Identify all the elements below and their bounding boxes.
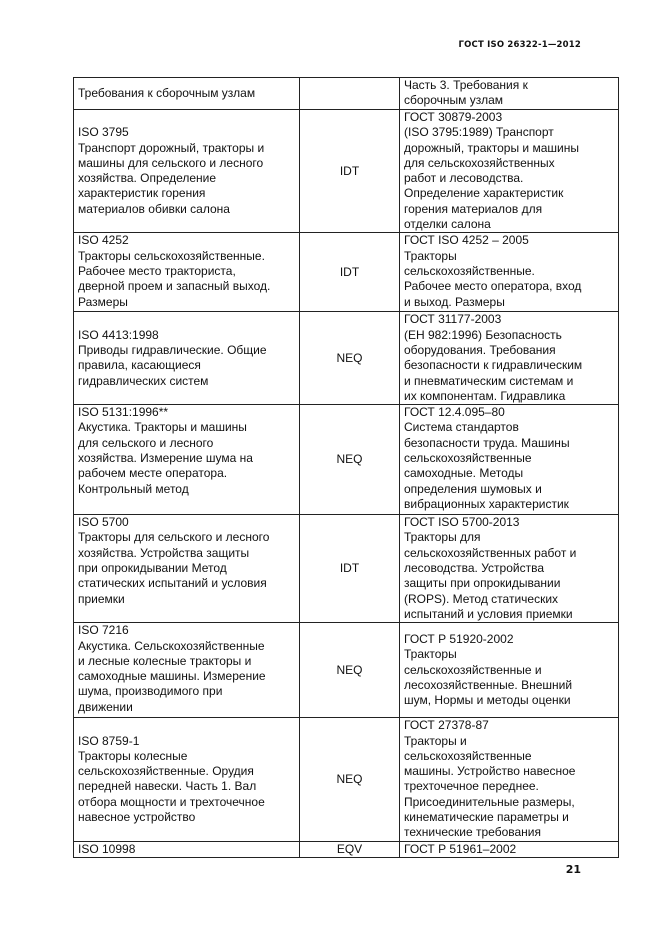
international-standard-cell: Требования к сборочным узлам: [74, 78, 300, 110]
table-row: [74, 312, 619, 405]
national-standard-cell: ГОСТ ISO 5700-2013 Тракторы для сельскохозяйственных работ и лесоводства. Устройства защиты при опрокидывании (ROPS). Метод статических испытаний и условия приемки: [400, 515, 619, 623]
national-standard-cell: Часть 3. Требования к сборочным узлам: [400, 78, 619, 110]
table-row: [74, 110, 619, 233]
international-standard-cell: ISO 5700 Тракторы для сельского и лесного хозяйства. Устройства защиты при опрокидывании Метод статических испытаний и условия приемки: [74, 515, 300, 623]
degree-cell: NEQ: [300, 405, 400, 515]
national-standard-cell: ГОСТ Р 51920-2002 Тракторы сельскохозяйственные и лесохозяйственные. Внешний шум, Нормы и методы оценки: [400, 623, 619, 718]
table-row: [74, 78, 619, 110]
national-standard-cell: ГОСТ 31177-2003 (ЕН 982:1996) Безопасность оборудования. Требования безопасности к гидравлическим и пневматическим системам и их компонентам. Гидравлика: [400, 312, 619, 405]
table-row: [74, 233, 619, 312]
international-standard-cell: ISO 4252 Тракторы сельскохозяйственные. Рабочее место тракториста, дверной проем и запасный выход. Размеры: [74, 233, 300, 312]
international-standard-cell: ISO 4413:1998 Приводы гидравлические. Общие правила, касающиеся гидравлических систем: [74, 312, 300, 405]
degree-cell: [300, 78, 400, 110]
degree-cell: EQV: [300, 841, 400, 857]
international-standard-cell: ISO 3795 Транспорт дорожный, тракторы и машины для сельского и лесного хозяйства. Определение характеристик горения материалов обивки салона: [74, 110, 300, 233]
degree-cell: NEQ: [300, 718, 400, 841]
table-row: [74, 405, 619, 515]
national-standard-cell: ГОСТ 12.4.095–80 Система стандартов безопасности труда. Машины сельскохозяйственные самоходные. Методы определения шумовых и вибрационных характеристик: [400, 405, 619, 515]
degree-cell: NEQ: [300, 312, 400, 405]
degree-cell: IDT: [300, 233, 400, 312]
table-row: [74, 841, 619, 857]
national-standard-cell: ГОСТ 27378-87 Тракторы и сельскохозяйственные машины. Устройство навесное трехточечное переднее. Присоединительные размеры, кинематические параметры и технические требования: [400, 718, 619, 841]
international-standard-cell: ISO 8759-1 Тракторы колесные сельскохозяйственные. Орудия передней навески. Часть 1. Вал отбора мощности и трехточечное навесное устройство: [74, 718, 300, 841]
degree-cell: IDT: [300, 110, 400, 233]
document-header: ГОСТ ISO 26322-1—2012: [458, 40, 581, 50]
table-row: [74, 623, 619, 718]
international-standard-cell: ISO 10998: [74, 841, 300, 857]
international-standard-cell: ISO 5131:1996** Акустика. Тракторы и машины для сельского и лесного хозяйства. Измерение шума на рабочем месте оператора. Контрольный метод: [74, 405, 300, 515]
national-standard-cell: ГОСТ Р 51961–2002: [400, 841, 619, 857]
degree-cell: IDT: [300, 515, 400, 623]
degree-cell: NEQ: [300, 623, 400, 718]
table-row: [74, 718, 619, 841]
international-standard-cell: ISO 7216 Акустика. Сельскохозяйственные и лесные колесные тракторы и самоходные машины. Измерение шума, производимого при движении: [74, 623, 300, 718]
table-row: [74, 515, 619, 623]
national-standard-cell: ГОСТ 30879-2003 (ISO 3795:1989) Транспорт дорожный, тракторы и машины для сельскохозяйственных работ и лесоводства. Определение характеристик горения материалов для отделки салона: [400, 110, 619, 233]
standards-correspondence-table: [73, 77, 619, 858]
national-standard-cell: ГОСТ ISO 4252 – 2005 Тракторы сельскохозяйственные. Рабочее место оператора, вход и выход. Размеры: [400, 233, 619, 312]
page-number: 21: [565, 863, 581, 876]
